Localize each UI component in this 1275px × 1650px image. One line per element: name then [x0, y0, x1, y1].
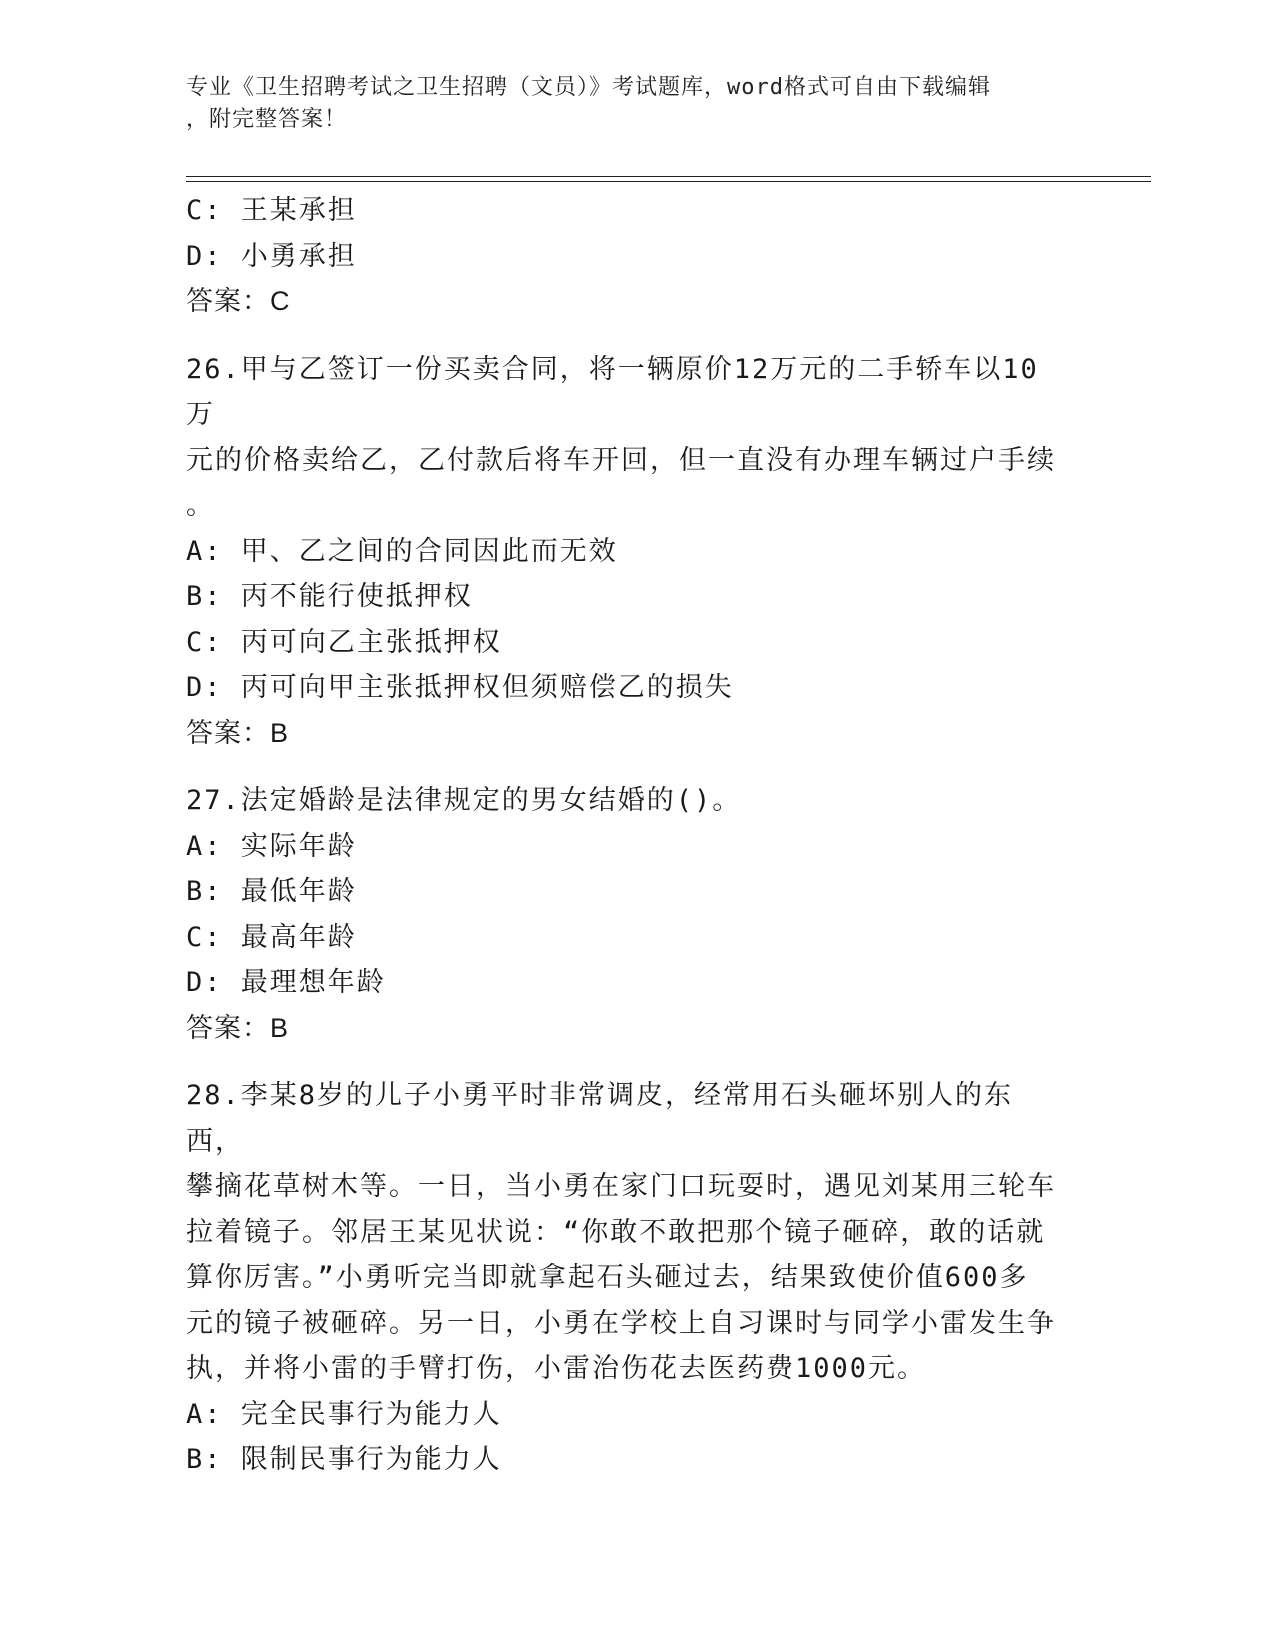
option-b: B: 最低年龄	[186, 876, 357, 907]
header-rule-top	[186, 176, 1151, 177]
question-stem-line: 执，并将小雷的手臂打伤，小雷治伤花去医药费1000元。	[186, 1353, 927, 1384]
question-stem-line: 27.法定婚龄是法律规定的男女结婚的()。	[186, 785, 742, 816]
answer-line: 答案：C	[186, 286, 291, 316]
question-stem-line: 元的价格卖给乙，乙付款后将车开回，但一直没有办理车辆过户手续	[186, 444, 1056, 476]
option-c: C: 丙可向乙主张抵押权	[186, 626, 502, 658]
option-a: A: 完全民事行为能力人	[186, 1398, 502, 1430]
header-rule-bottom	[186, 181, 1151, 182]
question-block-25	[186, 188, 1066, 325]
spacer	[186, 756, 1066, 778]
spacer	[186, 1051, 1066, 1073]
option-d: D: 最理想年龄	[186, 967, 386, 998]
option-b: B: 限制民事行为能力人	[186, 1444, 502, 1475]
question-block-28	[186, 1073, 1066, 1483]
option-c: C: 王某承担	[186, 195, 357, 226]
page-header	[186, 72, 1066, 136]
question-stem-line: 拉着镜子。邻居王某见状说：“你敢不敢把那个镜子砸碎，敢的话就	[186, 1216, 1046, 1248]
spacer	[186, 325, 1066, 347]
question-block-26	[186, 347, 1066, 757]
answer-line: 答案：B	[186, 1012, 290, 1043]
option-d: D: 丙可向甲主张抵押权但须赔偿乙的损失	[186, 672, 734, 703]
header-line-2: ，附完整答案！	[186, 107, 348, 132]
header-line-1: 专业《卫生招聘考试之卫生招聘（文员）》考试题库，word格式可自由下载编辑	[186, 75, 991, 100]
question-stem-line: 28.李某8岁的儿子小勇平时非常调皮，经常用石头砸坏别人的东西，	[186, 1080, 1014, 1157]
question-list	[186, 188, 1066, 1483]
question-stem-line: 攀摘花草树木等。一日，当小勇在家门口玩耍时，遇见刘某用三轮车	[186, 1171, 1056, 1202]
option-c: C: 最高年龄	[186, 921, 357, 953]
question-block-27	[186, 778, 1066, 1051]
question-stem-line: 26.甲与乙签订一份买卖合同，将一辆原价12万元的二手轿车以10万	[186, 353, 1039, 430]
option-a: A: 实际年龄	[186, 830, 357, 862]
answer-line: 答案：B	[186, 717, 290, 748]
option-d: D: 小勇承担	[186, 240, 357, 272]
question-stem-line: 。	[186, 490, 215, 521]
option-b: B: 丙不能行使抵押权	[186, 581, 473, 612]
question-stem-line: 算你厉害。”小勇听完当即就拿起石头砸过去，结果致使价值600多	[186, 1262, 1029, 1293]
option-a: A: 甲、乙之间的合同因此而无效	[186, 535, 618, 567]
question-stem-line: 元的镜子被砸碎。另一日，小勇在学校上自习课时与同学小雷发生争	[186, 1307, 1056, 1339]
